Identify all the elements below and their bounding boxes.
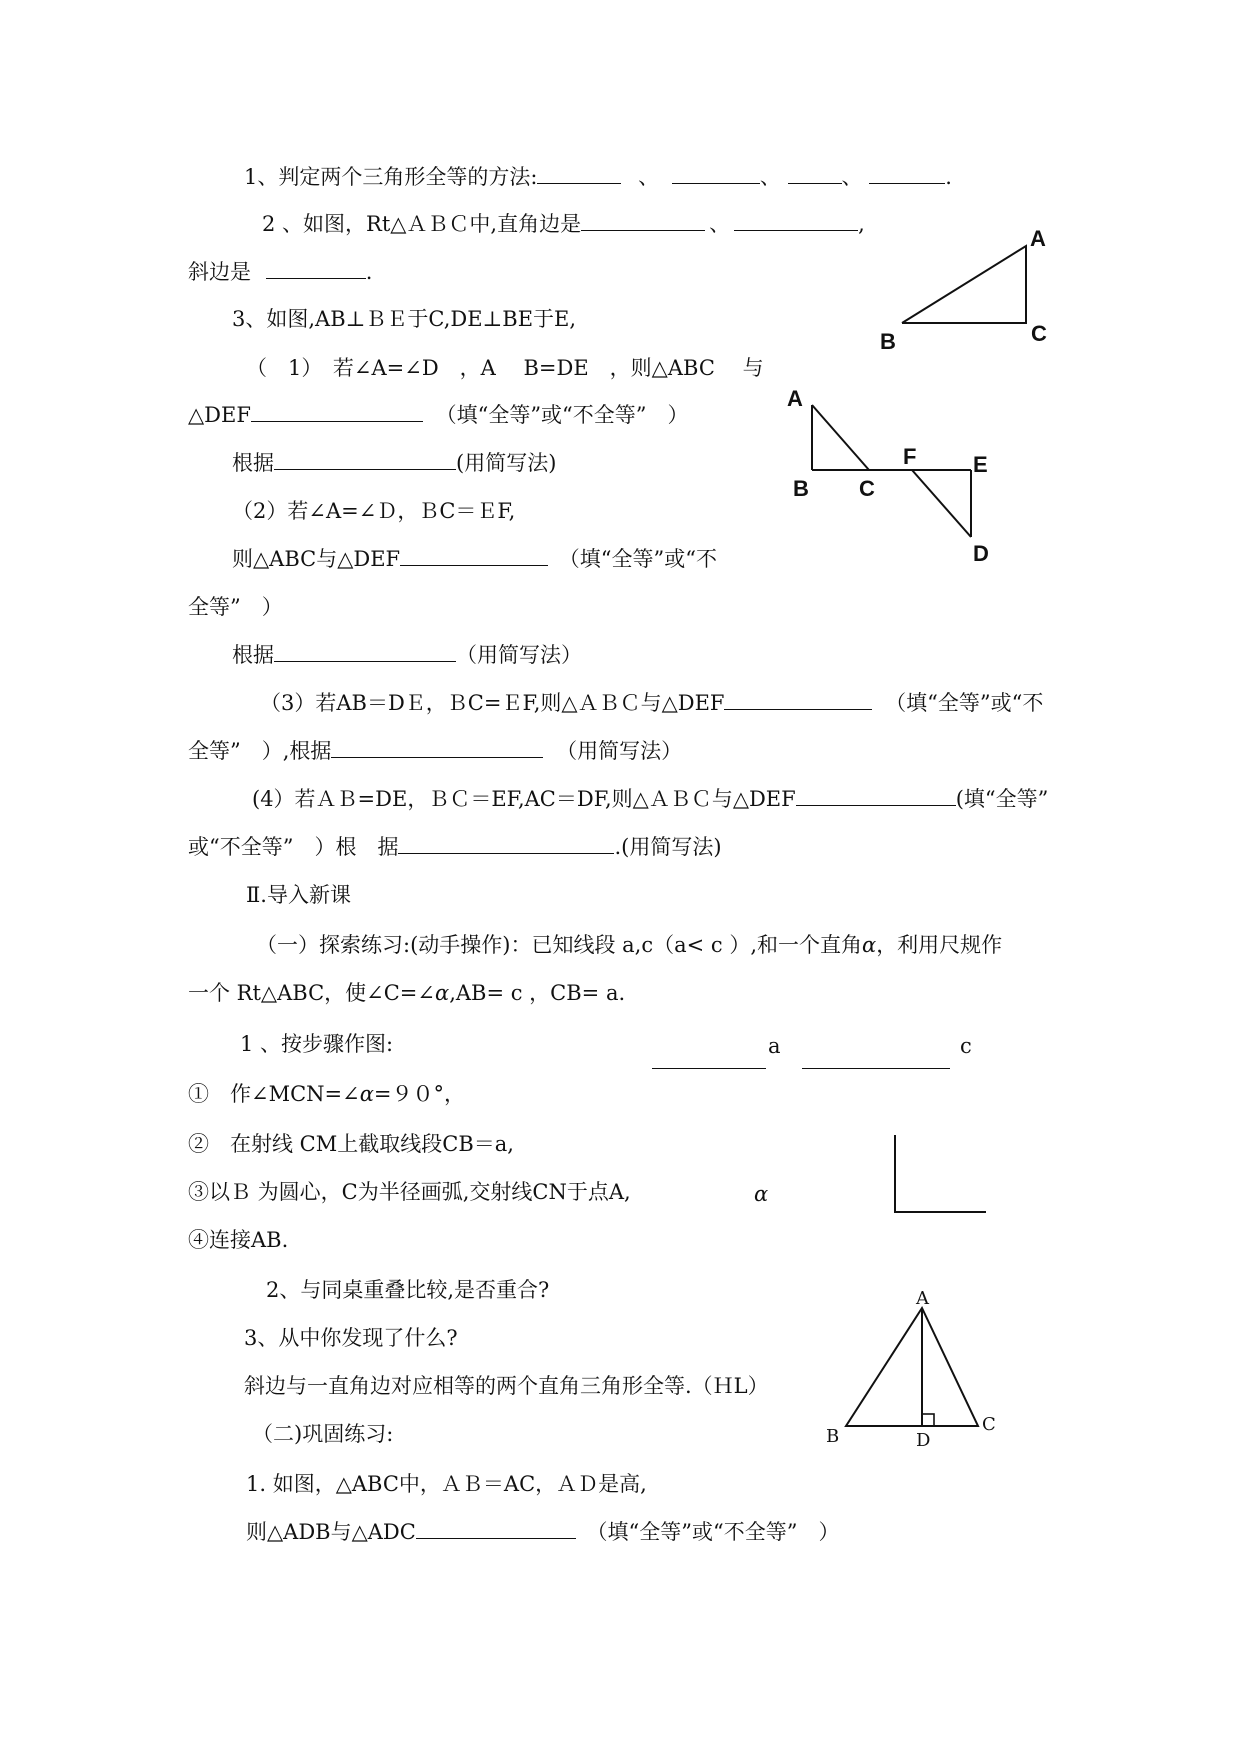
answer-blank[interactable] (416, 1518, 576, 1539)
vertex-label-a: A (787, 386, 803, 411)
question-3-part1-c: 根据 (用简写法) (232, 451, 557, 475)
answer-blank[interactable] (581, 210, 705, 231)
explore-line-2: 一个 Rt△ABC，使∠C=∠α,AB= c ，CB= a. (188, 981, 626, 1005)
answer-blank[interactable] (672, 163, 760, 184)
alpha-symbol: α (862, 933, 877, 957)
step-4: ④连接AB. (188, 1228, 289, 1252)
vertex-label-b: B (793, 476, 809, 501)
question-compare: 2、与同桌重叠比较,是否重合? (266, 1278, 550, 1302)
question-2-line1: 2 、如图，Rt△ＡＢＣ中,直角边是 、 , (262, 212, 865, 236)
answer-blank[interactable] (724, 689, 872, 710)
step-2: ② 在射线 CM上截取线段CB＝a, (188, 1132, 514, 1156)
question-3-intro: 3、如图,AB⊥ＢＥ于C,DE⊥BE于E, (232, 307, 577, 331)
question-discover: 3、从中你发现了什么? (244, 1326, 458, 1350)
segment-c (802, 1068, 950, 1069)
answer-blank[interactable] (266, 258, 366, 279)
answer-blank[interactable] (734, 210, 858, 231)
triangle-figure-1 (870, 230, 1060, 360)
practice-1-b: 则△ADB与△ADC （填“全等”或“不全等” ） (246, 1520, 840, 1544)
answer-blank[interactable] (398, 833, 614, 854)
vertex-label-f: F (903, 444, 917, 469)
practice-title: （二)巩固练习: (252, 1422, 394, 1446)
question-3-part3-b: 全等” ）,根据 （用简写法） (188, 739, 683, 763)
triangle-figure-2 (785, 375, 1015, 570)
explore-line-1: （一）探索练习:(动手操作)：已知线段 a,c（a< c ）,和一个直角α，利用尺规作 (256, 933, 1003, 957)
vertex-label-c: C (1031, 321, 1047, 346)
answer-blank[interactable] (869, 163, 945, 184)
vertex-label-b: B (880, 329, 896, 354)
answer-blank[interactable] (274, 641, 456, 662)
question-3-part1-b: △DEF （填“全等”或“不全等” ） (188, 403, 689, 427)
vertex-label-e: E (973, 452, 988, 477)
vertex-label-c: C (982, 1414, 996, 1435)
answer-blank[interactable] (537, 163, 621, 184)
isosceles-triangle-figure (820, 1290, 1010, 1450)
vertex-label-a: A (916, 1290, 929, 1309)
segment-c-label: c (960, 1034, 972, 1058)
alpha-label: α (754, 1182, 769, 1206)
vertex-label-d: D (916, 1430, 931, 1450)
answer-blank[interactable] (788, 163, 842, 184)
vertex-label-b: B (826, 1426, 840, 1447)
answer-blank[interactable] (331, 737, 543, 758)
answer-blank[interactable] (251, 401, 423, 422)
section-title: Ⅱ.导入新课 (246, 883, 351, 907)
answer-blank[interactable] (796, 785, 956, 806)
answer-blank[interactable] (274, 449, 456, 470)
practice-1-a: 1. 如图，△ABC中，ＡＢ＝AC，ＡＤ是高, (246, 1472, 647, 1496)
vertex-label-a: A (1030, 230, 1046, 251)
step-3: ③以Ｂ 为圆心，C为半径画弧,交射线CN于点A, (188, 1180, 631, 1204)
alpha-symbol: α (359, 1082, 374, 1106)
question-3-part2-d: 根据 （用简写法） (232, 643, 582, 667)
question-3-part4-b: 或“不全等” ）根 据 .(用简写法) (188, 835, 722, 859)
question-3-part4-a: (4）若ＡＢ=DE，ＢＣ＝EF,AC＝DF,则△ＡＢＣ与△DEF (填“全等” (252, 787, 1049, 811)
vertex-label-d: D (973, 541, 989, 566)
question-3-part2-a: （2）若∠A=∠Ｄ，ＢC＝ＥF, (232, 499, 516, 523)
question-1: 1、判定两个三角形全等的方法: 、 、 、 . (244, 165, 952, 189)
question-3-part3-a: （3）若AB＝DＥ，ＢC=ＥF,则△ＡＢＣ与△DEF （填“全等”或“不 (260, 691, 1044, 715)
segment-a-label: a (768, 1034, 781, 1058)
alpha-symbol: α (435, 981, 450, 1005)
segment-a (652, 1068, 766, 1069)
steps-title: 1 、按步骤作图: (240, 1032, 394, 1056)
right-angle-figure (888, 1130, 998, 1220)
answer-blank[interactable] (400, 545, 548, 566)
question-3-part2-c: 全等” ） (188, 595, 283, 619)
question-2-line2: 斜边是 . (188, 260, 373, 284)
vertex-label-c: C (859, 476, 875, 501)
question-3-part1-a: （ 1） 若∠A=∠D ，A B=DE ，则△ABC 与 (246, 356, 764, 380)
step-1: ① 作∠MCN=∠α=９０°， (188, 1082, 466, 1106)
question-3-part2-b: 则△ABC与△DEF （填“全等”或“不 (232, 547, 717, 571)
conclusion-hl: 斜边与一直角边对应相等的两个直角三角形全等.（ＨL） (244, 1374, 769, 1398)
